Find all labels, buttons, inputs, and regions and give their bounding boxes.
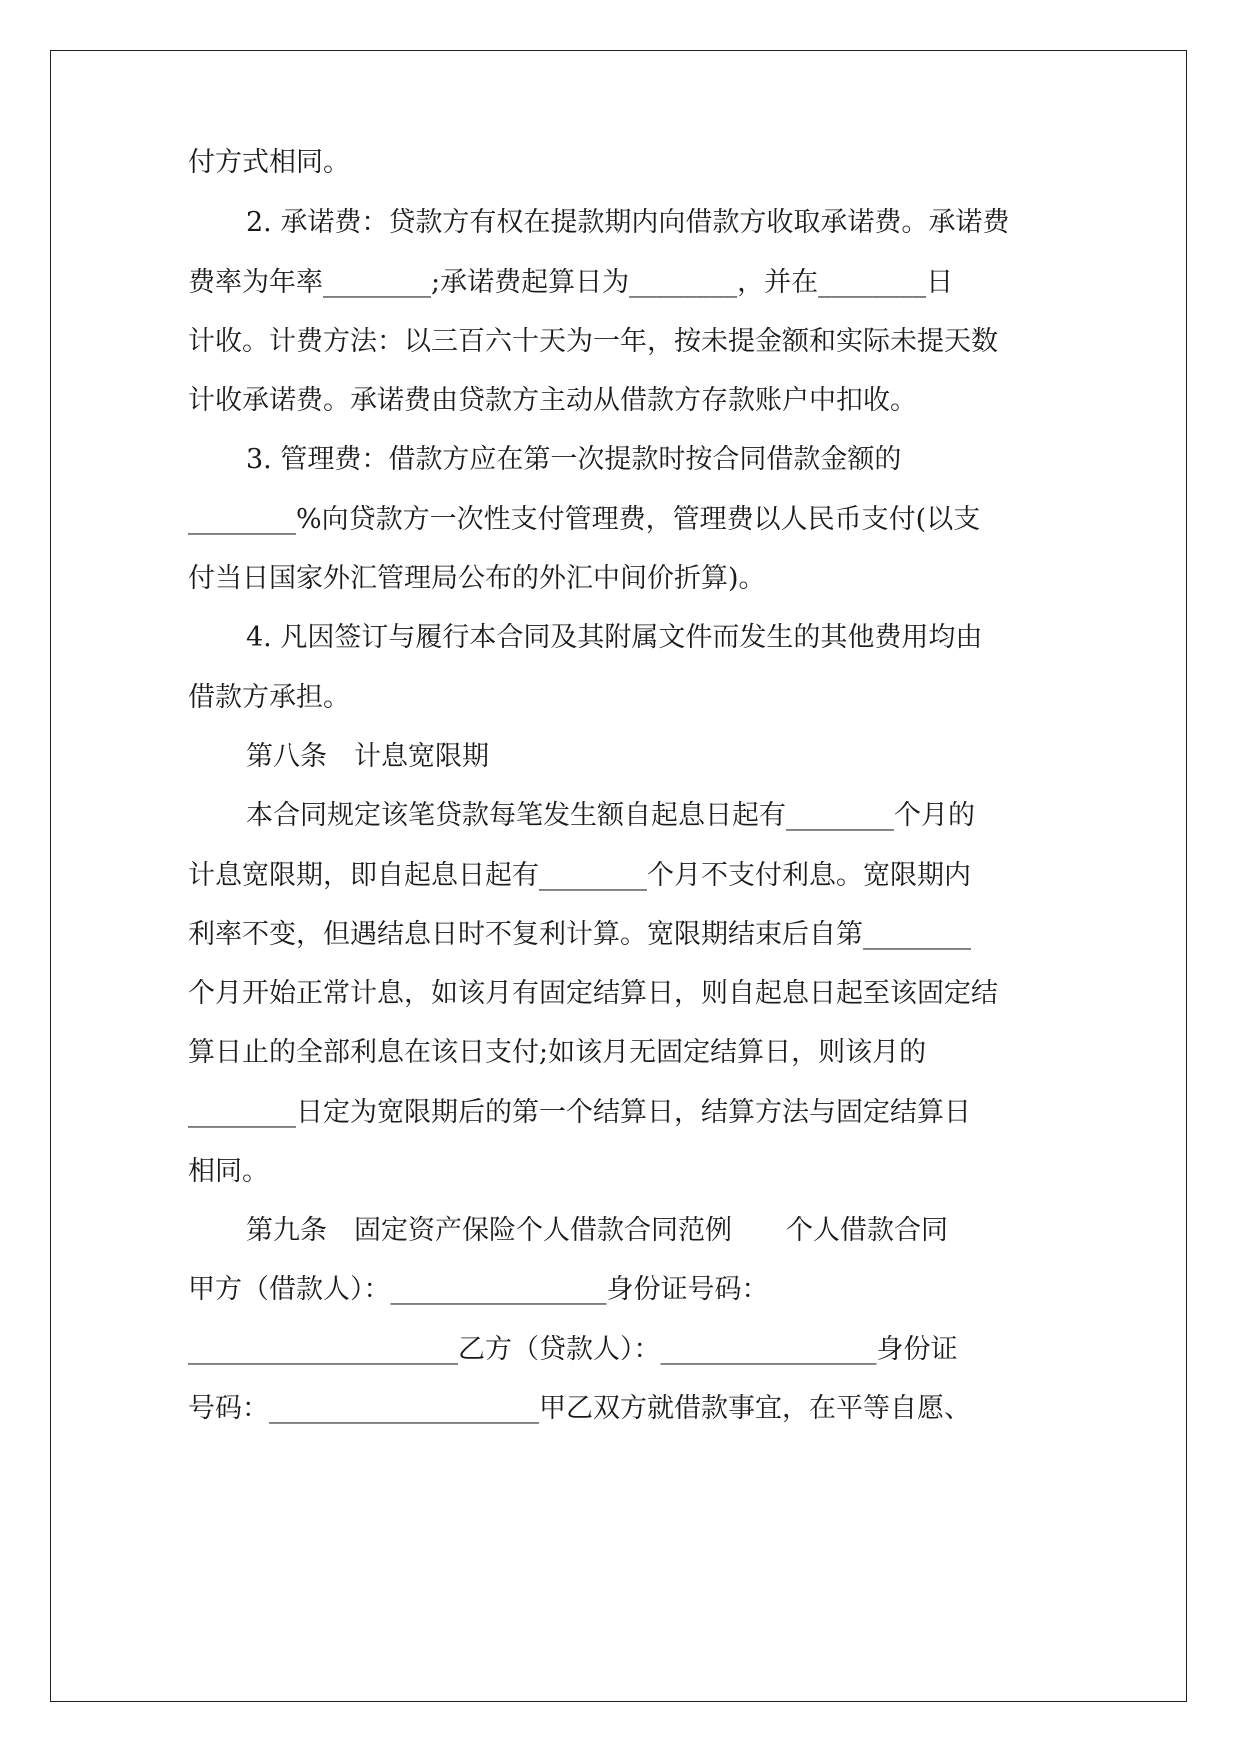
text-line: 费率为年率________;承诺费起算日为________，并在________日	[188, 267, 954, 298]
text-line: 本合同规定该笔贷款每笔发生额自起息日起有________个月的	[246, 800, 975, 831]
text-line: 借款方承担。	[188, 682, 350, 713]
text-line: 2. 承诺费：贷款方有权在提款期内向借款方收取承诺费。承诺费	[246, 207, 1010, 238]
text-line: 甲方（借款人）：________________身份证号码：	[188, 1274, 769, 1305]
text-line: 3. 管理费：借款方应在第一次提款时按合同借款金额的	[246, 444, 902, 475]
section-heading: 第九条 固定资产保险个人借款合同范例 个人借款合同	[246, 1215, 948, 1246]
text-line: 号码：____________________甲乙双方就借款事宜，在平等自愿、	[188, 1393, 971, 1424]
text-line: 计收承诺费。承诺费由贷款方主动从借款方存款账户中扣收。	[188, 385, 917, 416]
text-line: 个月开始正常计息，如该月有固定结算日，则自起息日起至该固定结	[188, 978, 998, 1009]
section-heading: 第八条 计息宽限期	[246, 741, 489, 772]
text-line: ________日定为宽限期后的第一个结算日，结算方法与固定结算日	[188, 1097, 971, 1128]
text-line: 付方式相同。	[188, 147, 350, 178]
text-line: 付当日国家外汇管理局公布的外汇中间价折算)。	[188, 563, 766, 594]
text-line: 算日止的全部利息在该日支付;如该月无固定结算日，则该月的	[188, 1037, 927, 1068]
text-line: 相同。	[188, 1156, 269, 1187]
text-line: 利率不变，但遇结息日时不复利计算。宽限期结束后自第________	[188, 919, 971, 950]
text-line: ____________________乙方（贷款人）：________________身份证	[188, 1334, 958, 1365]
text-line: 4. 凡因签订与履行本合同及其附属文件而发生的其他费用均由	[246, 622, 983, 653]
text-line: 计息宽限期，即自起息日起有________个月不支付利息。宽限期内	[188, 860, 971, 891]
text-line: 计收。计费方法：以三百六十天为一年，按未提金额和实际未提天数	[188, 326, 998, 357]
text-line: ________%向贷款方一次性支付管理费，管理费以人民币支付(以支	[188, 504, 981, 535]
